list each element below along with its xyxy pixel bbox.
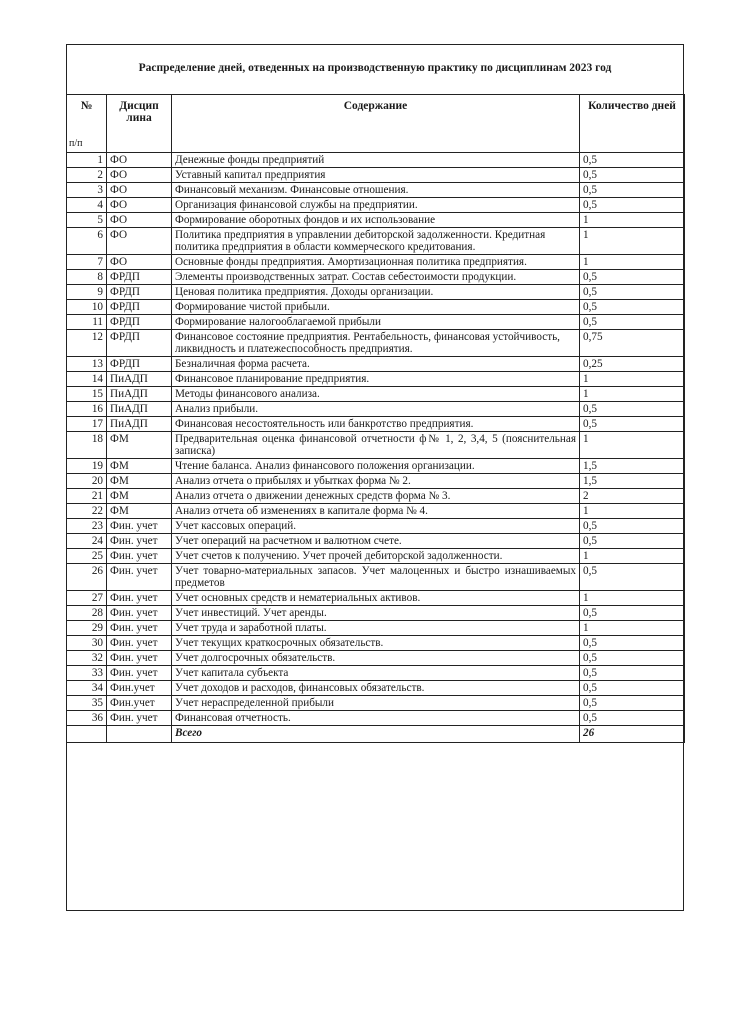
row-number: 34 [67, 681, 107, 696]
row-number: 2 [67, 168, 107, 183]
row-number: 33 [67, 666, 107, 681]
table-row [67, 315, 685, 330]
row-content: Анализ отчета об изменениях в капитале форма № 4. [172, 504, 580, 519]
row-number: 14 [67, 372, 107, 387]
row-quantity: 0,5 [580, 651, 685, 666]
table-row [67, 519, 685, 534]
table-row [67, 636, 685, 651]
row-quantity: 1 [580, 621, 685, 636]
row-discipline: ФРДП [107, 300, 172, 315]
row-number: 36 [67, 711, 107, 726]
row-quantity: 1,5 [580, 459, 685, 474]
header-number-label: № [80, 100, 93, 112]
row-content: Учет текущих краткосрочных обязательств. [172, 636, 580, 651]
table-row [67, 357, 685, 372]
row-number: 6 [67, 228, 107, 255]
table-row [67, 606, 685, 621]
row-number: 28 [67, 606, 107, 621]
row-discipline: ФМ [107, 474, 172, 489]
row-content: Формирование оборотных фондов и их использование [172, 213, 580, 228]
table-row [67, 330, 685, 357]
row-content: Анализ отчета о прибылях и убытках форма № 2. [172, 474, 580, 489]
total-empty-1 [67, 726, 107, 743]
row-discipline: ФРДП [107, 330, 172, 357]
row-quantity: 0,5 [580, 315, 685, 330]
row-content: Финансовая несостоятельность или банкротство предприятия. [172, 417, 580, 432]
row-quantity: 0,5 [580, 300, 685, 315]
table-row [67, 183, 685, 198]
table-row [67, 153, 685, 168]
row-number: 5 [67, 213, 107, 228]
row-content: Ценовая политика предприятия. Доходы организации. [172, 285, 580, 300]
row-discipline: ПиАДП [107, 417, 172, 432]
row-content: Финансовое планирование предприятия. [172, 372, 580, 387]
row-discipline: ФО [107, 153, 172, 168]
row-discipline: ФМ [107, 459, 172, 474]
row-quantity: 0,5 [580, 153, 685, 168]
row-quantity: 0,5 [580, 519, 685, 534]
row-quantity: 1 [580, 432, 685, 459]
row-quantity: 0,5 [580, 636, 685, 651]
row-number: 27 [67, 591, 107, 606]
total-value: 26 [580, 726, 685, 743]
table-row [67, 681, 685, 696]
table-row [67, 666, 685, 681]
row-content: Финансовая отчетность. [172, 711, 580, 726]
table-row [67, 564, 685, 591]
row-discipline: ФРДП [107, 270, 172, 285]
row-discipline: ПиАДП [107, 372, 172, 387]
row-quantity: 1 [580, 549, 685, 564]
table-row [67, 711, 685, 726]
row-quantity: 0,5 [580, 168, 685, 183]
row-content: Финансовое состояние предприятия. Рентабельность, финансовая устойчивость, ликвидность и платежеспособность предприятия. [172, 330, 580, 357]
table-row [67, 432, 685, 459]
row-quantity: 0,5 [580, 402, 685, 417]
row-quantity: 0,5 [580, 711, 685, 726]
table-row [67, 255, 685, 270]
row-number: 9 [67, 285, 107, 300]
header-quantity: Количество дней [580, 95, 685, 153]
row-number: 23 [67, 519, 107, 534]
table-header-row [67, 95, 685, 153]
row-discipline: ФРДП [107, 357, 172, 372]
row-number: 35 [67, 696, 107, 711]
row-discipline: Фин.учет [107, 681, 172, 696]
row-discipline: ПиАДП [107, 387, 172, 402]
header-content: Содержание [172, 95, 580, 153]
row-discipline: Фин. учет [107, 636, 172, 651]
row-content: Учет долгосрочных обязательств. [172, 651, 580, 666]
row-content: Политика предприятия в управлении дебиторской задолженности. Кредитная политика предприятия в области коммерческого кредитования. [172, 228, 580, 255]
row-number: 19 [67, 459, 107, 474]
row-number: 30 [67, 636, 107, 651]
table-row [67, 474, 685, 489]
row-discipline: Фин. учет [107, 534, 172, 549]
table-row [67, 228, 685, 255]
row-quantity: 1 [580, 228, 685, 255]
row-discipline: Фин. учет [107, 564, 172, 591]
row-content: Учет труда и заработной платы. [172, 621, 580, 636]
row-quantity: 1 [580, 504, 685, 519]
table-row [67, 417, 685, 432]
row-content: Уставный капитал предприятия [172, 168, 580, 183]
row-quantity: 0,5 [580, 417, 685, 432]
table-row [67, 459, 685, 474]
table-body [67, 153, 685, 726]
row-quantity: 0,75 [580, 330, 685, 357]
row-number: 7 [67, 255, 107, 270]
row-discipline: ФО [107, 168, 172, 183]
row-quantity: 0,5 [580, 198, 685, 213]
row-number: 17 [67, 417, 107, 432]
table-row [67, 372, 685, 387]
row-quantity: 0,25 [580, 357, 685, 372]
total-row [67, 726, 685, 743]
row-content: Денежные фонды предприятий [172, 153, 580, 168]
row-quantity: 0,5 [580, 564, 685, 591]
table-row [67, 402, 685, 417]
row-number: 26 [67, 564, 107, 591]
schedule-table [66, 94, 685, 743]
row-discipline: Фин. учет [107, 666, 172, 681]
row-number: 25 [67, 549, 107, 564]
header-discipline: Дисцип лина [107, 95, 172, 153]
row-number: 24 [67, 534, 107, 549]
row-quantity: 0,5 [580, 270, 685, 285]
table-row [67, 270, 685, 285]
row-discipline: ФРДП [107, 315, 172, 330]
row-number: 3 [67, 183, 107, 198]
row-quantity: 0,5 [580, 606, 685, 621]
row-discipline: ФО [107, 255, 172, 270]
row-content: Учет нераспределенной прибыли [172, 696, 580, 711]
row-number: 13 [67, 357, 107, 372]
document-title: Распределение дней, отведенных на производственную практику по дисциплинам 2023 год [138, 62, 612, 74]
row-discipline: ФРДП [107, 285, 172, 300]
row-discipline: Фин. учет [107, 549, 172, 564]
row-quantity: 0,5 [580, 285, 685, 300]
row-content: Учет капитала субъекта [172, 666, 580, 681]
table-row [67, 504, 685, 519]
row-number: 15 [67, 387, 107, 402]
table-row [67, 213, 685, 228]
row-quantity: 1 [580, 387, 685, 402]
table-row [67, 651, 685, 666]
row-discipline: ФМ [107, 504, 172, 519]
row-discipline: Фин. учет [107, 621, 172, 636]
row-quantity: 0,5 [580, 696, 685, 711]
row-discipline: ФО [107, 228, 172, 255]
row-number: 1 [67, 153, 107, 168]
total-label: Всего [172, 726, 580, 743]
table-row [67, 387, 685, 402]
row-content: Анализ отчета о движении денежных средств форма № 3. [172, 489, 580, 504]
row-number: 8 [67, 270, 107, 285]
row-discipline: ПиАДП [107, 402, 172, 417]
row-number: 18 [67, 432, 107, 459]
table-row [67, 549, 685, 564]
row-quantity: 0,5 [580, 183, 685, 198]
row-discipline: Фин. учет [107, 606, 172, 621]
table-row [67, 285, 685, 300]
table-row [67, 621, 685, 636]
row-content: Чтение баланса. Анализ финансового положения организации. [172, 459, 580, 474]
row-discipline: Фин.учет [107, 696, 172, 711]
row-content: Учет кассовых операций. [172, 519, 580, 534]
table-row [67, 168, 685, 183]
row-quantity: 0,5 [580, 534, 685, 549]
row-quantity: 1 [580, 591, 685, 606]
row-discipline: Фин. учет [107, 519, 172, 534]
row-discipline: ФО [107, 183, 172, 198]
row-number: 12 [67, 330, 107, 357]
row-content: Методы финансового анализа. [172, 387, 580, 402]
row-discipline: ФМ [107, 432, 172, 459]
row-quantity: 2 [580, 489, 685, 504]
row-content: Учет инвестиций. Учет аренды. [172, 606, 580, 621]
row-content: Учет товарно-материальных запасов. Учет малоценных и быстро изнашиваемых предметов [172, 564, 580, 591]
row-discipline: Фин. учет [107, 651, 172, 666]
row-discipline: ФО [107, 213, 172, 228]
table-row [67, 198, 685, 213]
header-number [67, 95, 107, 153]
row-number: 29 [67, 621, 107, 636]
table-row [67, 591, 685, 606]
row-number: 32 [67, 651, 107, 666]
table-row [67, 534, 685, 549]
total-empty-2 [107, 726, 172, 743]
row-content: Организация финансовой службы на предприятии. [172, 198, 580, 213]
row-content: Формирование чистой прибыли. [172, 300, 580, 315]
row-content: Формирование налогооблагаемой прибыли [172, 315, 580, 330]
row-content: Предварительная оценка финансовой отчетности ф№ 1, 2, 3,4, 5 (пояснительная записка) [172, 432, 580, 459]
row-quantity: 0,5 [580, 681, 685, 696]
row-content: Анализ прибыли. [172, 402, 580, 417]
row-content: Элементы производственных затрат. Состав себестоимости продукции. [172, 270, 580, 285]
row-quantity: 1 [580, 372, 685, 387]
row-number: 4 [67, 198, 107, 213]
row-quantity: 1 [580, 255, 685, 270]
row-quantity: 1,5 [580, 474, 685, 489]
row-discipline: Фин. учет [107, 711, 172, 726]
row-content: Учет счетов к получению. Учет прочей дебиторской задолженности. [172, 549, 580, 564]
row-number: 16 [67, 402, 107, 417]
row-discipline: ФО [107, 198, 172, 213]
row-number: 20 [67, 474, 107, 489]
row-content: Учет операций на расчетном и валютном счете. [172, 534, 580, 549]
row-quantity: 1 [580, 213, 685, 228]
table-row [67, 489, 685, 504]
row-discipline: Фин. учет [107, 591, 172, 606]
row-number: 21 [67, 489, 107, 504]
table-row [67, 300, 685, 315]
header-number-sub: п/п [69, 138, 83, 149]
row-number: 11 [67, 315, 107, 330]
row-content: Безналичная форма расчета. [172, 357, 580, 372]
row-content: Учет основных средств и нематериальных активов. [172, 591, 580, 606]
row-quantity: 0,5 [580, 666, 685, 681]
row-number: 22 [67, 504, 107, 519]
row-number: 10 [67, 300, 107, 315]
table-row [67, 696, 685, 711]
row-discipline: ФМ [107, 489, 172, 504]
row-content: Учет доходов и расходов, финансовых обязательств. [172, 681, 580, 696]
row-content: Основные фонды предприятия. Амортизационная политика предприятия. [172, 255, 580, 270]
row-content: Финансовый механизм. Финансовые отношения. [172, 183, 580, 198]
